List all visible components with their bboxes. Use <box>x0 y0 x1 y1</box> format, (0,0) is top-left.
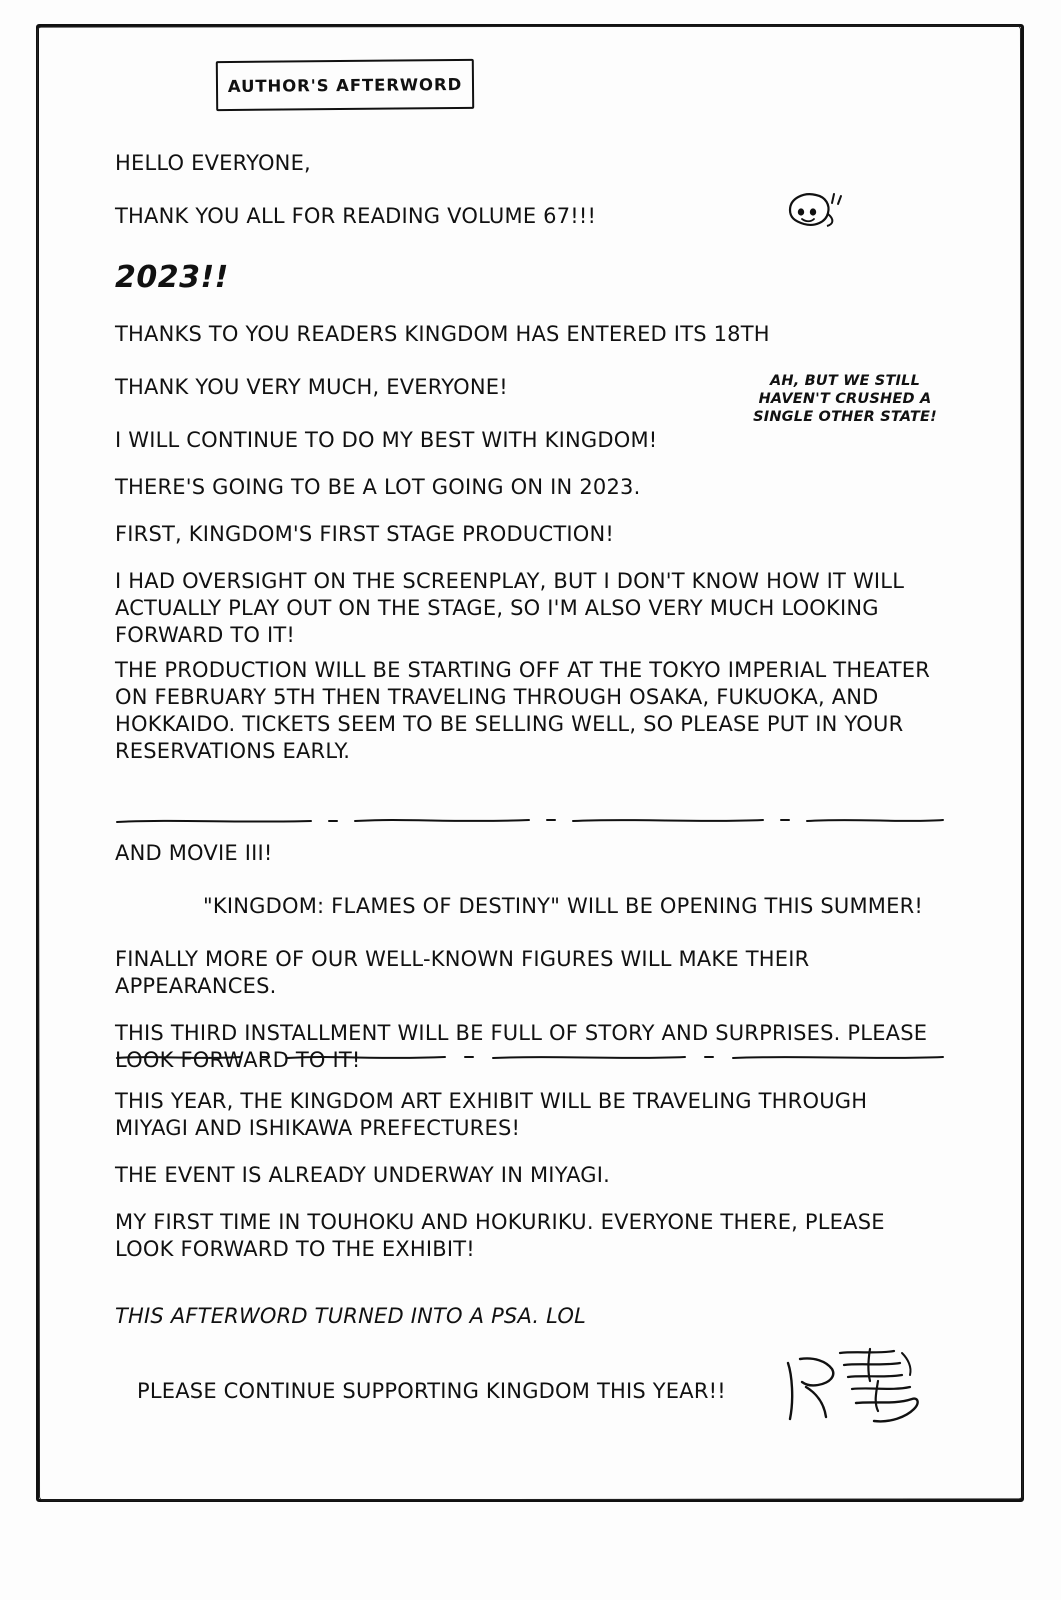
afterword-title-box <box>216 59 474 111</box>
thanks-volume-line: THANK YOU ALL FOR READING VOLUME 67!!! <box>115 204 597 228</box>
thanks-everyone-line: THANK YOU VERY MUCH, EVERYONE! <box>115 375 508 399</box>
greeting-line: HELLO EVERYONE, <box>115 151 311 175</box>
lots-going-on-line: THERE'S GOING TO BE A LOT GOING ON IN 2023. <box>115 475 641 499</box>
author-signature <box>782 1345 942 1431</box>
year-headline: 2023!! <box>115 260 229 295</box>
movie-figures-line: FINALLY MORE OF OUR WELL-KNOWN FIGURES WILL MAKE THEIR APPEARANCES. <box>115 947 817 998</box>
section-divider-2 <box>115 1053 945 1063</box>
movie-title-line: "KINGDOM: FLAMES OF DESTINY" WILL BE OPENING THIS SUMMER! <box>203 894 923 918</box>
continue-best-line: I WILL CONTINUE TO DO MY BEST WITH KINGDOM! <box>115 428 658 452</box>
exhibit-first-time-line: MY FIRST TIME IN TOUHOKU AND HOKURIKU. EVERYONE THERE, PLEASE LOOK FORWARD TO THE EXHIBIT! <box>115 1210 892 1261</box>
screenplay-paragraph: I HAD OVERSIGHT ON THE SCREENPLAY, BUT I DON'T KNOW HOW IT WILL ACTUALLY PLAY OUT ON THE STAGE, SO I'M ALSO VERY MUCH LOOKING FORWARD TO IT! <box>115 569 911 647</box>
exhibit-tour-line: THIS YEAR, THE KINGDOM ART EXHIBIT WILL BE TRAVELING THROUGH MIYAGI AND ISHIKAWA PREFECTURES! <box>115 1089 875 1140</box>
movie-heading-line: AND MOVIE III! <box>115 841 273 865</box>
section-divider-1 <box>115 816 945 826</box>
tour-info-paragraph: THE PRODUCTION WILL BE STARTING OFF AT THE TOKYO IMPERIAL THEATER ON FEBRUARY 5TH THEN TRAVELING THROUGH OSAKA, FUKUOKA, AND HOKKAIDO. TICKETS SEEM TO BE SELLING WELL, SO PLEASE PUT IN YOUR RESERVATIONS EARLY. <box>115 658 937 763</box>
afterword-body <box>115 150 945 765</box>
exhibit-underway-line: THE EVENT IS ALREADY UNDERWAY IN MIYAGI. <box>115 1163 611 1187</box>
psa-joke-line: THIS AFTERWORD TURNED INTO A PSA. LOL <box>115 1304 587 1328</box>
closing-line: PLEASE CONTINUE SUPPORTING KINGDOM THIS YEAR!! <box>137 1379 726 1403</box>
anniversary-line: THANKS TO YOU READERS KINGDOM HAS ENTERED ITS 18TH <box>115 322 770 346</box>
page-title: AUTHOR'S AFTERWORD <box>227 74 463 96</box>
movie-section <box>115 840 945 1074</box>
stage-production-line: FIRST, KINGDOM'S FIRST STAGE PRODUCTION! <box>115 522 615 546</box>
side-note-text: AH, BUT WE STILL HAVEN'T CRUSHED A SINGLE OTHER STATE! <box>753 373 937 425</box>
movie-third-line: THIS THIRD INSTALLMENT WILL BE FULL OF STORY AND SURPRISES. PLEASE LOOK FORWARD TO IT! <box>115 1021 935 1072</box>
